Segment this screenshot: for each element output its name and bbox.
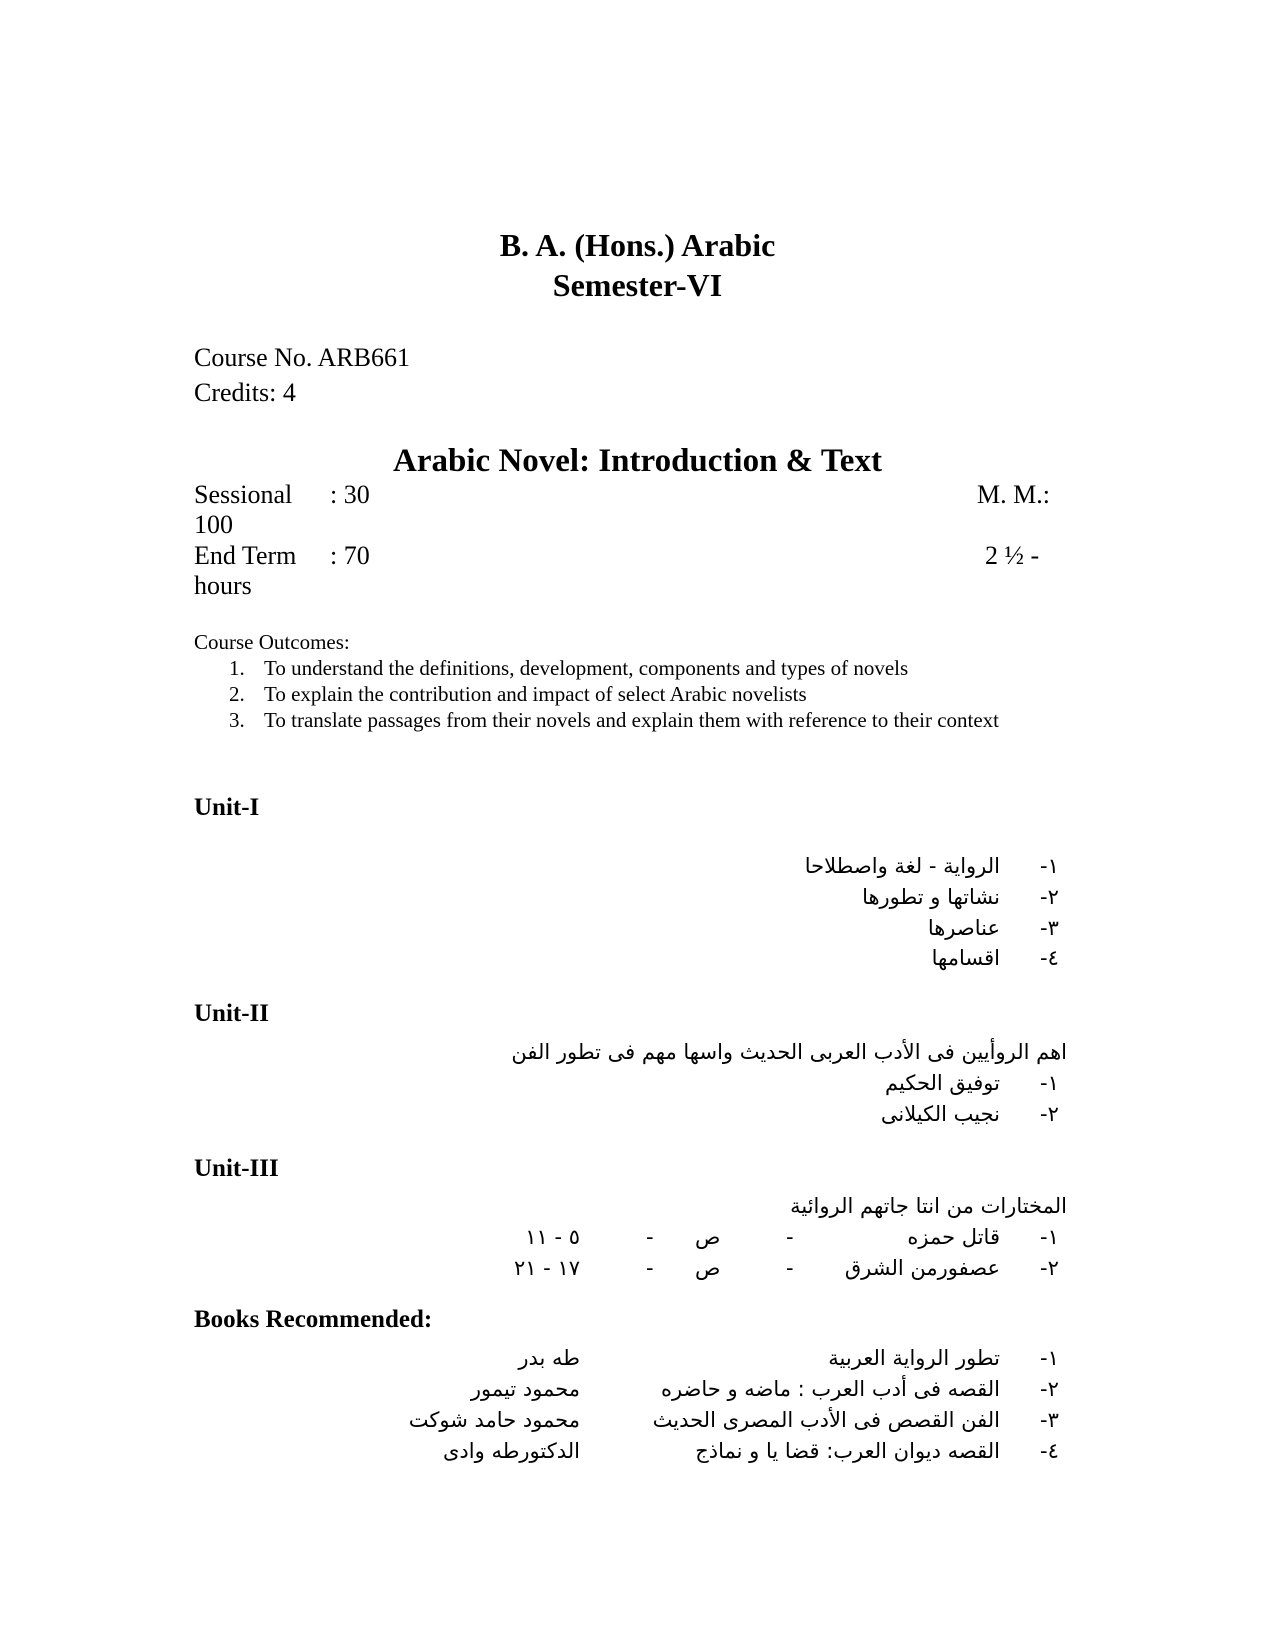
list-item: عصفورمن الشرق: [844, 1256, 1000, 1280]
page-range: ٥ - ١١: [525, 1225, 580, 1249]
list-number: ١-: [1040, 1346, 1059, 1370]
unit-3-intro: المختارات من انتا جاتهم الروائية: [790, 1194, 1067, 1218]
book-title: القصه ديوان العرب: قضا يا و نماذج: [695, 1439, 1000, 1463]
outcome-number: 2.: [229, 682, 245, 706]
semester-title: Semester-VI: [552, 267, 723, 303]
unit-2-intro: اهم الروأيين فى الأدب العربى الحديث واسها مهم فى تطور الفن: [511, 1040, 1067, 1064]
page-label: ص: [695, 1256, 721, 1280]
course-number: Course No. ARB661: [194, 343, 410, 372]
outcome-number: 3.: [229, 708, 245, 732]
books-heading: Books Recommended:: [194, 1306, 433, 1333]
course-title: Arabic Novel: Introduction & Text: [393, 443, 882, 479]
separator: -: [646, 1256, 654, 1280]
book-author: طه بدر: [518, 1346, 580, 1370]
sessional-label: Sessional: [194, 480, 293, 509]
list-number: ٢-: [1040, 885, 1059, 909]
book-title: تطور الرواية العربية: [828, 1346, 1000, 1370]
outcome-text: To translate passages from their novels and explain them with reference to their context: [264, 708, 1000, 732]
unit-2-title: Unit-II: [194, 1000, 270, 1027]
outcome-text: To understand the definitions, development, components and types of novels: [264, 656, 909, 680]
book-author: محمود حامد شوكت: [408, 1408, 580, 1432]
separator: -: [786, 1225, 794, 1249]
book-author: محمود تيمور: [470, 1377, 580, 1401]
sessional-value: : 30: [330, 480, 370, 509]
list-number: ٣-: [1040, 916, 1059, 940]
list-item: قاتل حمزه: [907, 1225, 1000, 1249]
list-item: اقسامها: [931, 946, 1000, 970]
list-number: ١-: [1040, 854, 1059, 878]
page-range: ١٧ - ٢١: [513, 1256, 580, 1280]
unit-3-title: Unit-III: [194, 1155, 279, 1182]
list-number: ١-: [1040, 1071, 1059, 1095]
max-marks-value: 100: [194, 510, 233, 539]
list-item: عناصرها: [927, 916, 1000, 940]
list-number: ٤-: [1040, 1439, 1059, 1463]
list-item: نشاتها و تطورها: [862, 885, 1000, 909]
list-number: ٣-: [1040, 1408, 1059, 1432]
separator: -: [646, 1225, 654, 1249]
max-marks-label: M. M.:: [977, 480, 1050, 509]
endterm-label: End Term: [194, 541, 297, 570]
outcomes-heading: Course Outcomes:: [194, 630, 350, 654]
outcome-text: To explain the contribution and impact of select Arabic novelists: [264, 682, 807, 706]
endterm-value: : 70: [330, 541, 370, 570]
book-title: الفن القصص فى الأدب المصرى الحديث: [652, 1408, 1000, 1432]
list-number: ٢-: [1040, 1377, 1059, 1401]
separator: -: [786, 1256, 794, 1280]
duration-label: 2 ½ -: [985, 541, 1040, 570]
program-title: B. A. (Hons.) Arabic: [499, 227, 776, 263]
list-number: ٢-: [1040, 1256, 1059, 1280]
list-number: ٢-: [1040, 1102, 1059, 1126]
list-item: نجيب الكيلانى: [880, 1102, 1000, 1126]
course-credits: Credits: 4: [194, 378, 296, 407]
book-author: الدكتورطه وادى: [443, 1439, 580, 1463]
duration-value: hours: [194, 571, 252, 600]
page-label: ص: [695, 1225, 721, 1249]
list-item: توفيق الحكيم: [885, 1071, 1000, 1095]
list-number: ٤-: [1040, 946, 1059, 970]
list-number: ١-: [1040, 1225, 1059, 1249]
outcome-number: 1.: [229, 656, 245, 680]
book-title: القصه فى أدب العرب : ماضه و حاضره: [660, 1377, 1000, 1401]
unit-1-title: Unit-I: [194, 794, 260, 821]
list-item: الرواية - لغة واصطلاحا: [804, 854, 1000, 878]
